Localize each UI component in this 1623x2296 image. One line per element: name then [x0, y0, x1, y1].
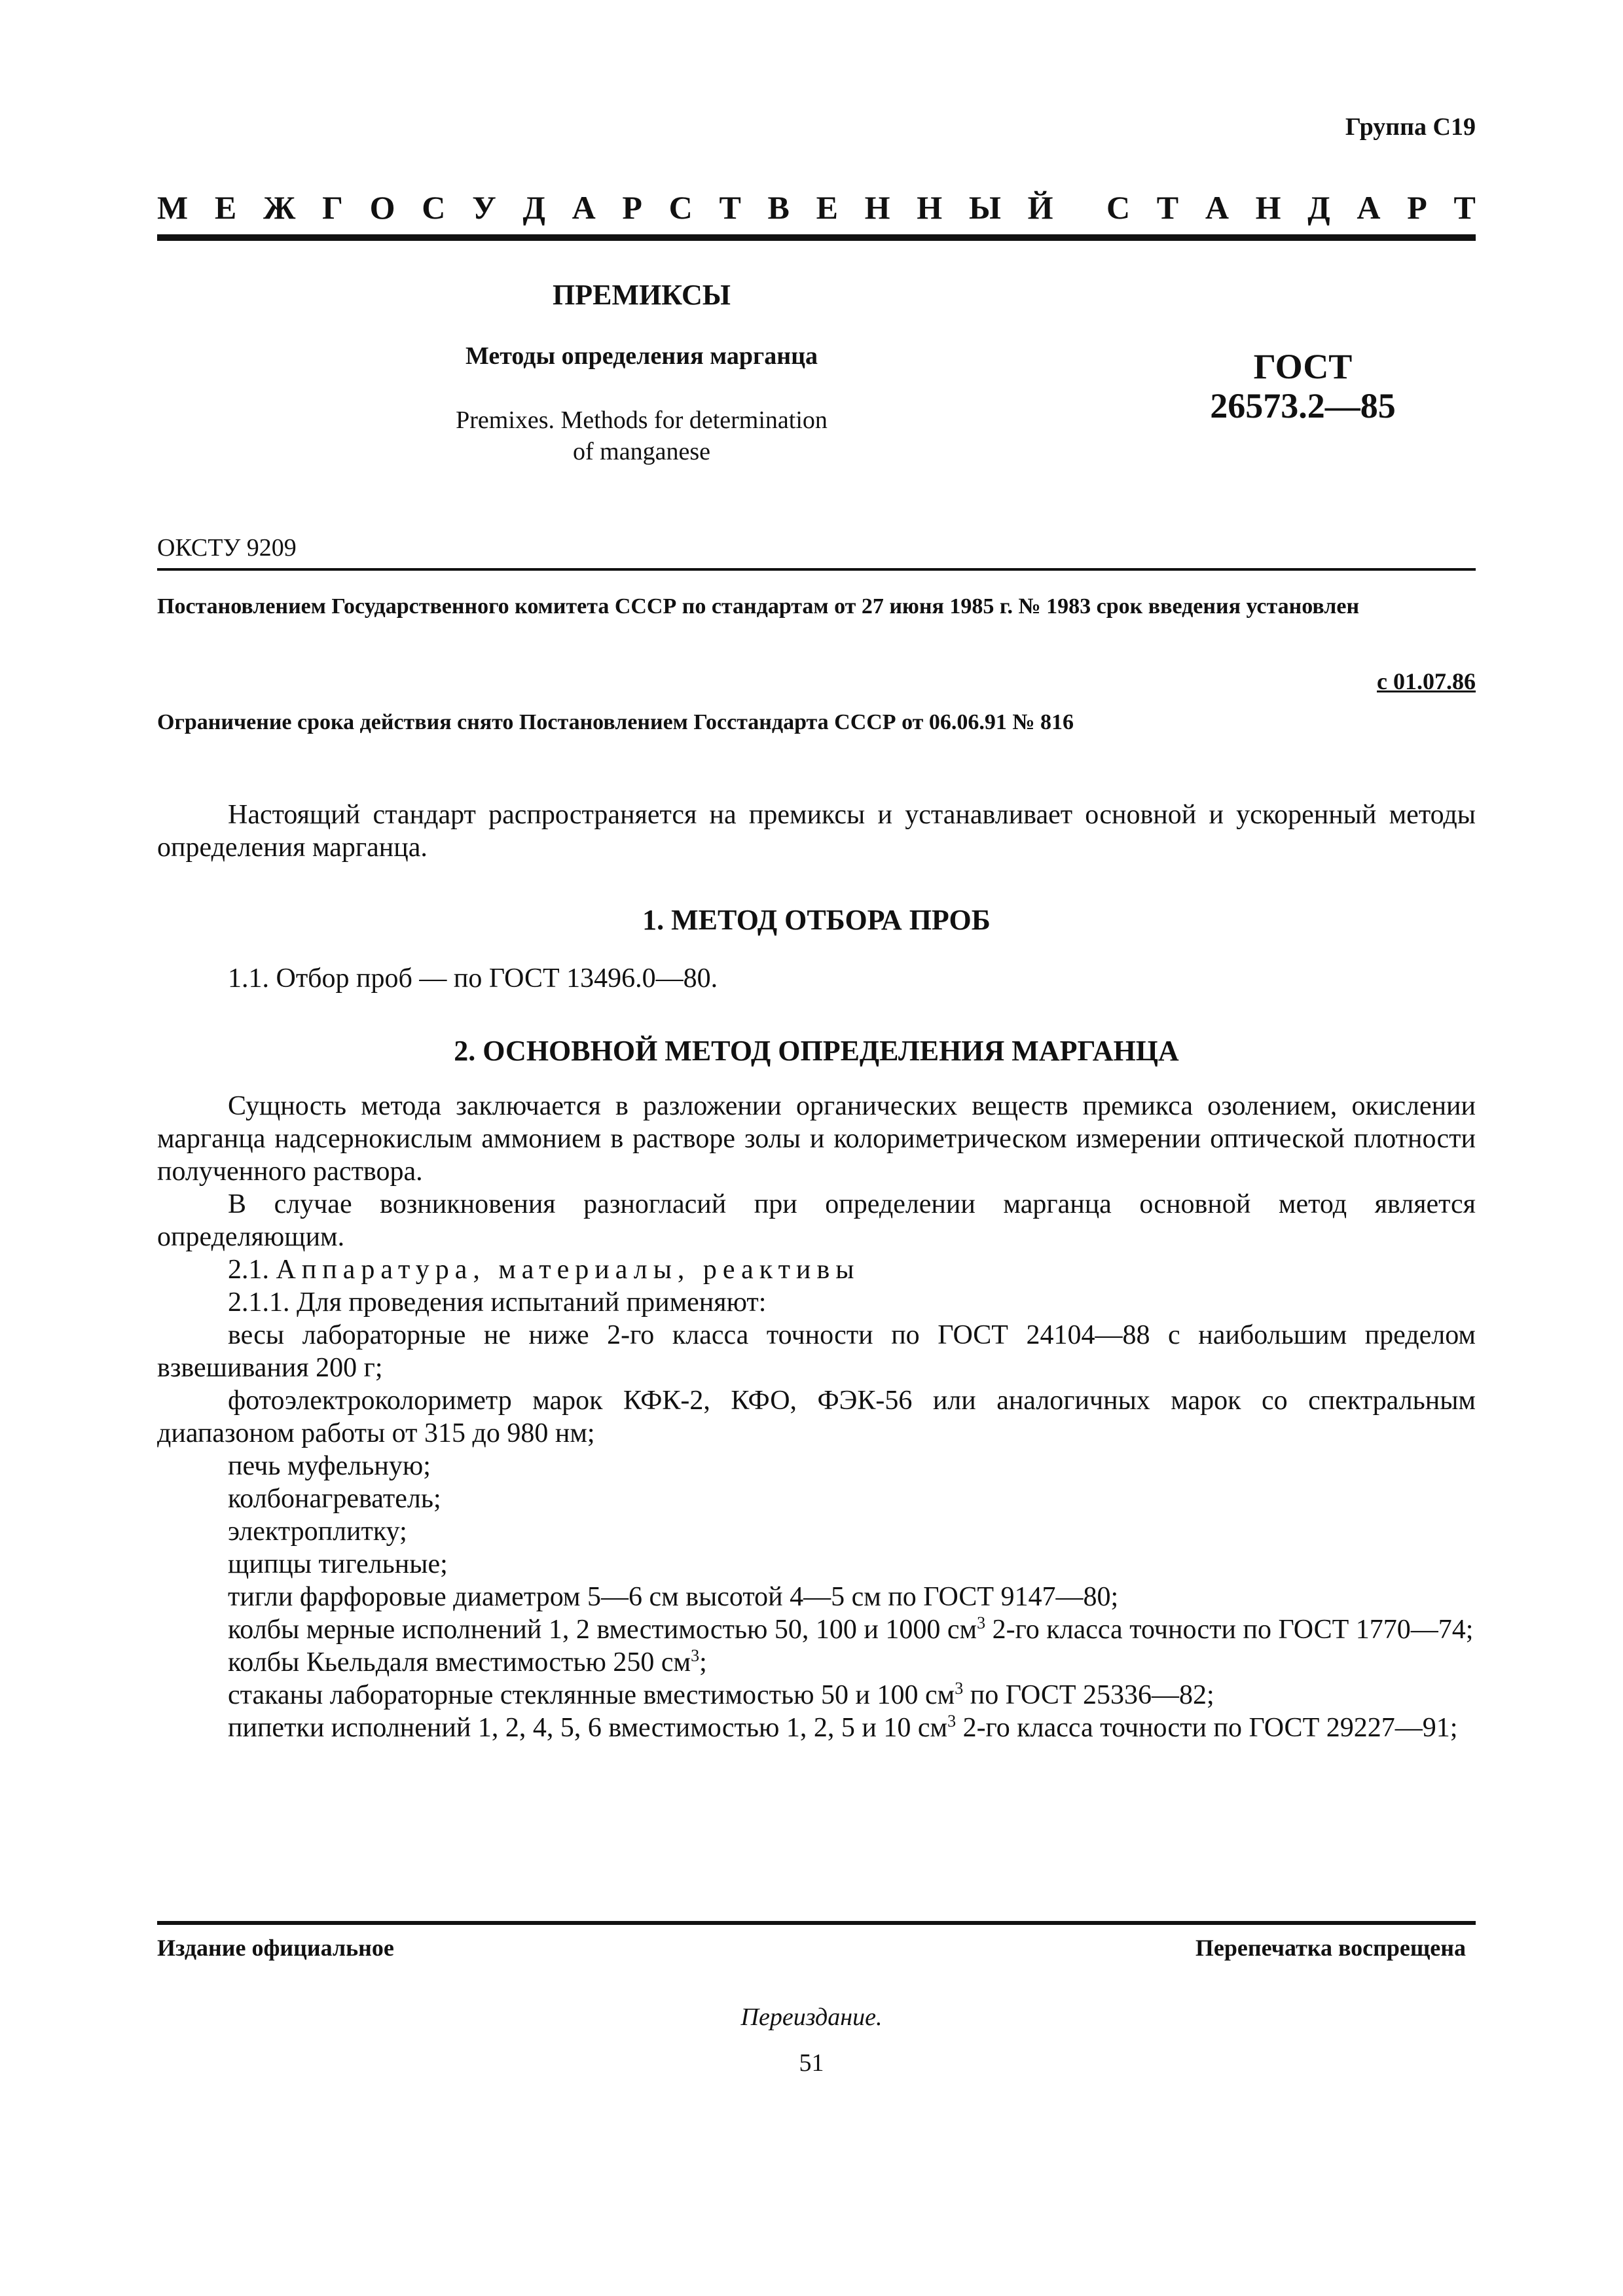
- heading-letter: Т: [1453, 189, 1476, 226]
- heading-letter: Д: [1307, 189, 1330, 226]
- heading-letter: Н: [917, 189, 943, 226]
- heading-letter: Е: [816, 189, 838, 226]
- english-title: [386, 404, 897, 467]
- heading-letter: Т: [719, 189, 741, 226]
- okstu-code: ОКСТУ 9209: [157, 534, 297, 562]
- effective-date: с 01.07.86: [1377, 668, 1476, 694]
- paragraph: Сущность метода заключается в разложении органических веществ премикса озолением, окислении марганца надсернокислым аммонием в растворе золы и колориметрическом измерении оптической плотности полученного раствора.: [157, 1091, 1476, 1187]
- limitation-note: Ограничение срока действия снято Постановлением Госстандарта СССР от 06.06.91 № 816: [157, 710, 1074, 734]
- heading-letter: Т: [1156, 189, 1179, 226]
- list-item-text: 2-го класса точности по ГОСТ 29227—91;: [956, 1713, 1458, 1743]
- heading-letter: А: [1205, 189, 1229, 226]
- heading-letter: Р: [622, 189, 642, 226]
- english-title-line: Premixes. Methods for determination: [456, 406, 828, 434]
- heading-letter: Г: [322, 189, 343, 226]
- okstu-rule: [157, 568, 1476, 571]
- list-item: тигли фарфоровые диаметром 5—6 см высотой 4—5 см по ГОСТ 9147—80;: [228, 1582, 1119, 1612]
- list-item: [157, 1712, 1476, 1744]
- list-item-text: пипетки исполнений 1, 2, 4, 5, 6 вместимостью 1, 2, 5 и 10 см: [228, 1713, 948, 1743]
- heading-letter: Ж: [263, 189, 296, 226]
- heading-letter: У: [472, 189, 496, 226]
- heading-letter: Ы: [968, 189, 1001, 226]
- list-item: щипцы тигельные;: [228, 1549, 448, 1579]
- list-item: фотоэлектроколориметр марок КФК-2, КФО, ФЭК-56 или аналогичных марок со спектральным диапазоном работы от 315 до 980 нм;: [157, 1386, 1476, 1448]
- section-2-body: [157, 1090, 1476, 1744]
- heading-letter: О: [369, 189, 395, 226]
- paragraph: 2.1.1. Для проведения испытаний применяют:: [228, 1287, 767, 1318]
- heading-letter: В: [767, 189, 790, 226]
- heading-letter: М: [157, 189, 189, 226]
- gost-designation: [1165, 347, 1440, 425]
- footer-rule: [157, 1921, 1476, 1925]
- section-1-item: 1.1. Отбор проб — по ГОСТ 13496.0—80.: [228, 963, 718, 994]
- section-1-body: [157, 962, 1476, 995]
- gost-number: 26573.2—85: [1210, 386, 1396, 425]
- list-item: [157, 1646, 1476, 1679]
- subsection-heading: [157, 1253, 1476, 1286]
- heading-letter: Р: [1407, 189, 1427, 226]
- heading-letter: Д: [522, 189, 545, 226]
- heading-letter: Е: [214, 189, 237, 226]
- superscript: 3: [691, 1646, 700, 1665]
- decree-text: Постановлением Государственного комитета СССР по стандартам от 27 июня 1985 г. № 1983 срок введения установлен: [157, 594, 1360, 619]
- list-item: колбонагреватель;: [228, 1484, 441, 1514]
- paragraph: В случае возникновения разногласий при определении марганца основной метод является определяющим.: [157, 1189, 1476, 1252]
- section-2-title: 2. ОСНОВНОЙ МЕТОД ОПРЕДЕЛЕНИЯ МАРГАНЦА: [454, 1035, 1179, 1067]
- section-1-title: 1. МЕТОД ОТБОРА ПРОБ: [642, 904, 991, 936]
- interstate-standard-heading: [157, 188, 1476, 226]
- list-item-text: ;: [699, 1647, 707, 1677]
- group-code: Группа С19: [1345, 113, 1476, 141]
- heading-letter: С: [422, 189, 446, 226]
- heading-letter: Й: [1027, 189, 1053, 226]
- list-item-text: 2-го класса точности по ГОСТ 1770—74;: [985, 1615, 1474, 1645]
- heading-letter: С: [668, 189, 693, 226]
- intro-text: Настоящий стандарт распространяется на премиксы и устанавливает основной и ускоренный методы определения марганца.: [157, 800, 1476, 863]
- english-title-line: of manganese: [573, 438, 710, 465]
- heading-letter: Н: [1255, 189, 1281, 226]
- list-item: [157, 1613, 1476, 1646]
- list-item: печь муфельную;: [228, 1451, 431, 1481]
- document-title: ПРЕМИКСЫ: [553, 279, 731, 311]
- header-rule: [157, 234, 1476, 241]
- list-item: электроплитку;: [228, 1516, 407, 1547]
- list-item-text: стаканы лабораторные стеклянные вместимостью 50 и 100 см: [228, 1680, 955, 1710]
- superscript: 3: [955, 1679, 964, 1698]
- official-edition-label: Издание официальное: [157, 1935, 394, 1961]
- subsection-number: 2.1.: [228, 1255, 269, 1285]
- superscript: 3: [977, 1613, 986, 1632]
- subsection-title: Аппаратура, материалы, реактивы: [276, 1255, 860, 1285]
- list-item-text: колбы Кьельдаля вместимостью 250 см: [228, 1647, 691, 1677]
- list-item: [157, 1679, 1476, 1712]
- page-number: 51: [799, 2049, 824, 2077]
- list-item-text: колбы мерные исполнений 1, 2 вместимостью 50, 100 и 1000 см: [228, 1615, 977, 1645]
- intro-paragraph: [157, 798, 1476, 864]
- list-item-text: по ГОСТ 25336—82;: [963, 1680, 1214, 1710]
- reprint-prohibited-label: Перепечатка воспрещена: [1195, 1935, 1466, 1961]
- document-subtitle: Методы определения марганца: [465, 342, 818, 370]
- heading-letter: А: [572, 189, 596, 226]
- superscript: 3: [947, 1712, 957, 1731]
- heading-letter: С: [1106, 189, 1131, 226]
- reissue-note: Переиздание.: [740, 2003, 883, 2031]
- gost-label: ГОСТ: [1253, 347, 1353, 386]
- heading-letter: А: [1357, 189, 1381, 226]
- list-item: весы лабораторные не ниже 2-го класса точности по ГОСТ 24104—88 с наибольшим пределом взвешивания 200 г;: [157, 1320, 1476, 1383]
- heading-letter: Н: [864, 189, 890, 226]
